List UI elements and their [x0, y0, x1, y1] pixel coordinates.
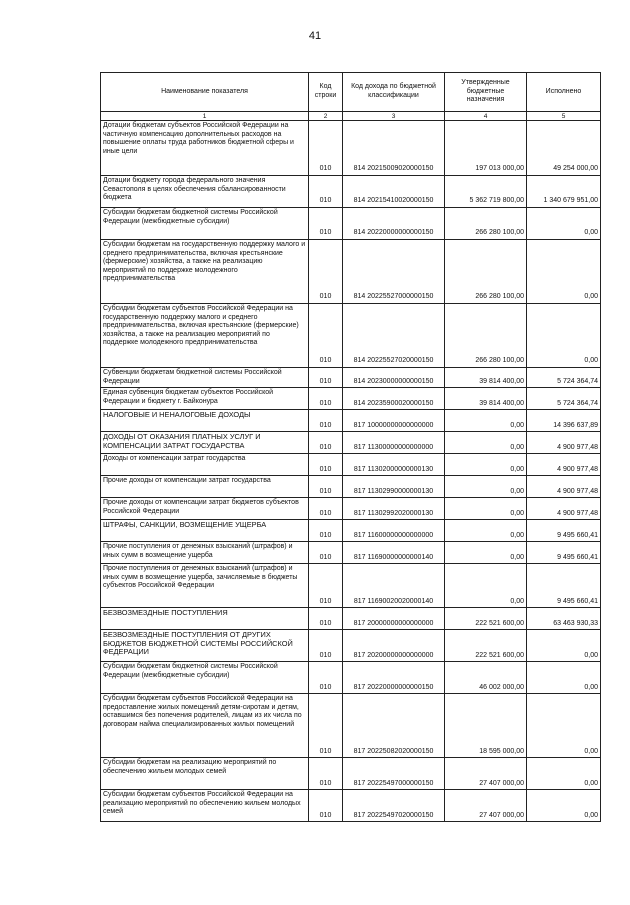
executed-amount-cell: 0,00: [527, 758, 601, 790]
revenue-table: [100, 72, 601, 822]
executed-amount-cell: 0,00: [527, 630, 601, 662]
table-row: [101, 564, 601, 608]
revenue-code-cell: 814 20215410020000150: [343, 176, 445, 208]
table-row: [101, 608, 601, 630]
table-row: [101, 498, 601, 520]
approved-amount-cell: 222 521 600,00: [445, 630, 527, 662]
approved-amount-cell: 18 595 000,00: [445, 694, 527, 758]
column-number-row: [101, 112, 601, 121]
approved-amount-cell: 0,00: [445, 542, 527, 564]
table-row: [101, 368, 601, 388]
table-row: [101, 176, 601, 208]
table-row: [101, 476, 601, 498]
revenue-code-cell: 817 11690020020000140: [343, 564, 445, 608]
executed-amount-cell: 0,00: [527, 240, 601, 304]
table-row: [101, 388, 601, 410]
indicator-name-cell: Субсидии бюджетам на государственную поддержку малого и среднего предпринимательства, включая крестьянские (фермерские) хозяйства, а также на реализацию мероприятий по поддержке молодежного предпринимательства: [101, 240, 309, 304]
revenue-code-cell: 817 10000000000000000: [343, 410, 445, 432]
row-code-cell: 010: [309, 498, 343, 520]
executed-amount-cell: 0,00: [527, 662, 601, 694]
row-code-cell: 010: [309, 176, 343, 208]
table-row: [101, 630, 601, 662]
approved-amount-cell: 0,00: [445, 476, 527, 498]
table-row: [101, 454, 601, 476]
header-name: Наименование показателя: [101, 73, 309, 112]
revenue-code-cell: 817 20000000000000000: [343, 608, 445, 630]
revenue-code-cell: 817 20225497000000150: [343, 758, 445, 790]
indicator-name-cell: БЕЗВОЗМЕЗДНЫЕ ПОСТУПЛЕНИЯ ОТ ДРУГИХ БЮДЖЕТОВ БЮДЖЕТНОЙ СИСТЕМЫ РОССИЙСКОЙ ФЕДЕРАЦИИ: [101, 630, 309, 662]
row-code-cell: 010: [309, 410, 343, 432]
approved-amount-cell: 27 407 000,00: [445, 790, 527, 822]
column-number: 4: [445, 112, 527, 121]
executed-amount-cell: 9 495 660,41: [527, 520, 601, 542]
row-code-cell: 010: [309, 476, 343, 498]
indicator-name-cell: Дотации бюджету города федерального значения Севастополя в целях обеспечения сбалансированности бюджета: [101, 176, 309, 208]
revenue-code-cell: 817 11302992020000130: [343, 498, 445, 520]
indicator-name-cell: Субсидии бюджетам бюджетной системы Российской Федерации (межбюджетные субсидии): [101, 662, 309, 694]
indicator-name-cell: Субсидии бюджетам бюджетной системы Российской Федерации (межбюджетные субсидии): [101, 208, 309, 240]
indicator-name-cell: Субсидии бюджетам на реализацию мероприятий по обеспечению жильем молодых семей: [101, 758, 309, 790]
approved-amount-cell: 197 013 000,00: [445, 121, 527, 176]
revenue-code-cell: 817 11690000000000140: [343, 542, 445, 564]
revenue-code-cell: 817 11600000000000000: [343, 520, 445, 542]
executed-amount-cell: 9 495 660,41: [527, 564, 601, 608]
table-row: [101, 121, 601, 176]
indicator-name-cell: Субвенции бюджетам бюджетной системы Российской Федерации: [101, 368, 309, 388]
row-code-cell: 010: [309, 304, 343, 368]
revenue-code-cell: 814 20220000000000150: [343, 208, 445, 240]
executed-amount-cell: 0,00: [527, 208, 601, 240]
column-number: 1: [101, 112, 309, 121]
row-code-cell: 010: [309, 240, 343, 304]
table-row: [101, 542, 601, 564]
column-number: 3: [343, 112, 445, 121]
revenue-code-cell: 814 20225527000000150: [343, 240, 445, 304]
executed-amount-cell: 0,00: [527, 694, 601, 758]
indicator-name-cell: Субсидии бюджетам субъектов Российской Федерации на реализацию мероприятий по обеспечению жильем молодых семей: [101, 790, 309, 822]
approved-amount-cell: 0,00: [445, 564, 527, 608]
approved-amount-cell: 46 002 000,00: [445, 662, 527, 694]
indicator-name-cell: Субсидии бюджетам субъектов Российской Федерации на государственную поддержку малого и среднего предпринимательства, включая крестьянские (фермерские) хозяйства, а также на реализацию мероприятий по поддержке молодежного предпринимательства: [101, 304, 309, 368]
approved-amount-cell: 0,00: [445, 454, 527, 476]
row-code-cell: 010: [309, 694, 343, 758]
table-row: [101, 410, 601, 432]
header-approved: Утвержденные бюджетные назначения: [445, 73, 527, 112]
row-code-cell: 010: [309, 454, 343, 476]
indicator-name-cell: НАЛОГОВЫЕ И НЕНАЛОГОВЫЕ ДОХОДЫ: [101, 410, 309, 432]
row-code-cell: 010: [309, 520, 343, 542]
revenue-code-cell: 817 20200000000000000: [343, 630, 445, 662]
executed-amount-cell: 9 495 660,41: [527, 542, 601, 564]
approved-amount-cell: 27 407 000,00: [445, 758, 527, 790]
executed-amount-cell: 4 900 977,48: [527, 498, 601, 520]
page-number: 41: [308, 30, 322, 42]
table-row: [101, 520, 601, 542]
revenue-code-cell: 817 20225497020000150: [343, 790, 445, 822]
row-code-cell: 010: [309, 608, 343, 630]
approved-amount-cell: 266 280 100,00: [445, 240, 527, 304]
table-body: [101, 121, 601, 822]
revenue-code-cell: 817 20220000000000150: [343, 662, 445, 694]
indicator-name-cell: Прочие поступления от денежных взысканий (штрафов) и иных сумм в возмещение ущерба, зачисляемые в бюджеты субъектов Российской Федерации: [101, 564, 309, 608]
table-row: [101, 662, 601, 694]
approved-amount-cell: 5 362 719 800,00: [445, 176, 527, 208]
row-code-cell: 010: [309, 368, 343, 388]
header-code: Код строки: [309, 73, 343, 112]
revenue-code-cell: 814 20215009020000150: [343, 121, 445, 176]
executed-amount-cell: 1 340 679 951,00: [527, 176, 601, 208]
revenue-code-cell: 817 20225082020000150: [343, 694, 445, 758]
indicator-name-cell: Единая субвенция бюджетам субъектов Российской Федерации и бюджету г. Байконура: [101, 388, 309, 410]
indicator-name-cell: ДОХОДЫ ОТ ОКАЗАНИЯ ПЛАТНЫХ УСЛУГ И КОМПЕНСАЦИИ ЗАТРАТ ГОСУДАРСТВА: [101, 432, 309, 454]
executed-amount-cell: 0,00: [527, 304, 601, 368]
revenue-code-cell: 817 11300000000000000: [343, 432, 445, 454]
executed-amount-cell: 63 463 930,33: [527, 608, 601, 630]
indicator-name-cell: Субсидии бюджетам субъектов Российской Федерации на предоставление жилых помещений детям-сиротам и детям, оставшимся без попечения родителей, лицам из их числа по договорам найма специализированных жилых помещений: [101, 694, 309, 758]
approved-amount-cell: 222 521 600,00: [445, 608, 527, 630]
header-kbk: Код дохода по бюджетной классификации: [343, 73, 445, 112]
header-executed: Исполнено: [527, 73, 601, 112]
row-code-cell: 010: [309, 790, 343, 822]
indicator-name-cell: Доходы от компенсации затрат государства: [101, 454, 309, 476]
revenue-code-cell: 817 11302000000000130: [343, 454, 445, 476]
revenue-code-cell: 814 20225527020000150: [343, 304, 445, 368]
table-row: [101, 208, 601, 240]
indicator-name-cell: Дотации бюджетам субъектов Российской Федерации на частичную компенсацию дополнительных расходов на повышение оплаты труда работников бюджетной сферы и иные цели: [101, 121, 309, 176]
approved-amount-cell: 0,00: [445, 520, 527, 542]
table-row: [101, 432, 601, 454]
indicator-name-cell: Прочие доходы от компенсации затрат бюджетов субъектов Российской Федерации: [101, 498, 309, 520]
executed-amount-cell: 0,00: [527, 790, 601, 822]
table-header-row: [101, 73, 601, 112]
approved-amount-cell: 266 280 100,00: [445, 304, 527, 368]
table-row: [101, 240, 601, 304]
row-code-cell: 010: [309, 662, 343, 694]
table-row: [101, 304, 601, 368]
executed-amount-cell: 49 254 000,00: [527, 121, 601, 176]
row-code-cell: 010: [309, 388, 343, 410]
revenue-code-cell: 814 20230000000000150: [343, 368, 445, 388]
table-row: [101, 694, 601, 758]
indicator-name-cell: Прочие доходы от компенсации затрат государства: [101, 476, 309, 498]
executed-amount-cell: 5 724 364,74: [527, 368, 601, 388]
row-code-cell: 010: [309, 121, 343, 176]
approved-amount-cell: 39 814 400,00: [445, 388, 527, 410]
column-number: 2: [309, 112, 343, 121]
executed-amount-cell: 4 900 977,48: [527, 476, 601, 498]
approved-amount-cell: 266 280 100,00: [445, 208, 527, 240]
executed-amount-cell: 4 900 977,48: [527, 454, 601, 476]
row-code-cell: 010: [309, 542, 343, 564]
approved-amount-cell: 0,00: [445, 432, 527, 454]
approved-amount-cell: 0,00: [445, 410, 527, 432]
column-number: 5: [527, 112, 601, 121]
revenue-code-cell: 817 11302990000000130: [343, 476, 445, 498]
row-code-cell: 010: [309, 432, 343, 454]
row-code-cell: 010: [309, 758, 343, 790]
executed-amount-cell: 4 900 977,48: [527, 432, 601, 454]
executed-amount-cell: 5 724 364,74: [527, 388, 601, 410]
table-row: [101, 758, 601, 790]
row-code-cell: 010: [309, 564, 343, 608]
row-code-cell: 010: [309, 630, 343, 662]
approved-amount-cell: 39 814 400,00: [445, 368, 527, 388]
row-code-cell: 010: [309, 208, 343, 240]
indicator-name-cell: Прочие поступления от денежных взысканий (штрафов) и иных сумм в возмещение ущерба: [101, 542, 309, 564]
indicator-name-cell: БЕЗВОЗМЕЗДНЫЕ ПОСТУПЛЕНИЯ: [101, 608, 309, 630]
executed-amount-cell: 14 396 637,89: [527, 410, 601, 432]
approved-amount-cell: 0,00: [445, 498, 527, 520]
revenue-code-cell: 814 20235900020000150: [343, 388, 445, 410]
table-row: [101, 790, 601, 822]
indicator-name-cell: ШТРАФЫ, САНКЦИИ, ВОЗМЕЩЕНИЕ УЩЕРБА: [101, 520, 309, 542]
